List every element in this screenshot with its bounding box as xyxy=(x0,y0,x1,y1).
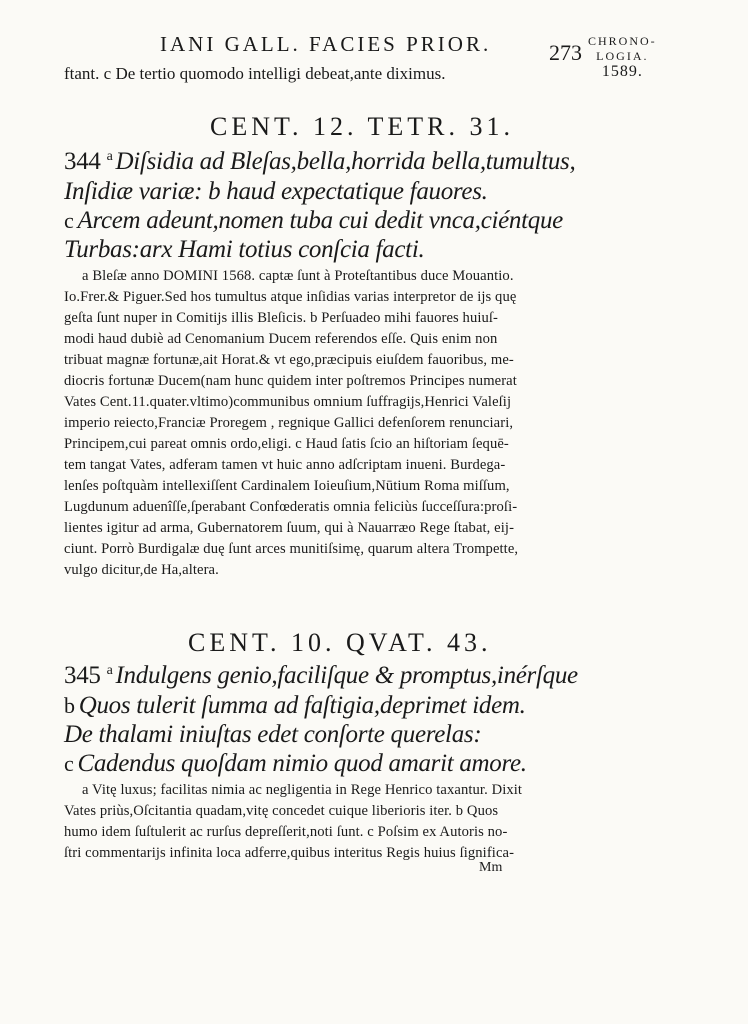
commentary-line: ciunt. Porrò Burdigalæ duę ſunt arces munitiſsimę, quarum altera Trompette, xyxy=(64,541,519,557)
commentary-line: Lugdunum aduenîſſe,ſperabant Confœderatis omnia feliciùs ſucceſſura:proſi- xyxy=(64,499,518,515)
note-mark: b xyxy=(64,693,75,718)
margin-note xyxy=(588,34,657,79)
margin-note-line: LOGIA. xyxy=(596,49,649,63)
commentary-line: diocris fortunæ Ducem(nam hunc quidem inter poſtremos Principes numerat xyxy=(64,373,517,389)
commentary-line: imperio reiecto,Franciæ Proregem , regnique Gallici defenſorem renunciari, xyxy=(64,415,514,431)
verse-text: Indulgens genio,faciliſque & promptus,inérſque xyxy=(115,662,578,689)
commentary-line: geſta ſunt nuper in Comitijs illis Bleſicis. b Perſuadeo mihi fauores huiuſ- xyxy=(64,310,499,326)
verse-text: Quos tulerit ſumma ad faſtigia,deprimet idem. xyxy=(78,692,526,719)
verse-line xyxy=(64,750,527,778)
section-heading: CENT. 12. TETR. 31. xyxy=(210,112,514,141)
verse-number: 345 xyxy=(64,662,101,689)
commentary-line: Principem,cui pareat omnis ordo,eligi. c Haud ſatis ſcio an hiſtoriam ſequē- xyxy=(64,436,509,452)
verse-line xyxy=(64,236,424,264)
commentary-line: Vates Cent.11.quater.vltimo)communibus omnium ſuffragijs,Henrici Valeſij xyxy=(64,394,512,410)
note-mark: c xyxy=(64,751,74,776)
verse-line xyxy=(64,721,481,749)
verse-text: De thalami iniuſtas edet conſorte querelas: xyxy=(64,721,482,748)
margin-note-year: 1589. xyxy=(601,63,643,80)
page-number: 273 xyxy=(549,40,582,65)
note-mark: a xyxy=(106,662,113,678)
verse-text: Cadendus quoſdam nimio quod amarit amore. xyxy=(77,750,527,777)
commentary-line: tribuat magnæ fortunæ,ait Horat.& vt ego,præcipuis eiuſdem fauoribus, me- xyxy=(64,352,514,368)
commentary-line: lientes igitur ad arma, Gubernatorem ſuum, qui à Nauarræo Rege ſtabat, eij- xyxy=(64,520,515,536)
verse-line xyxy=(64,148,575,176)
signature-mark: Mm xyxy=(479,860,503,875)
verse-text: Arcem adeunt,nomen tuba cui dedit vnca,ciéntque xyxy=(77,207,563,234)
verse-line xyxy=(64,178,488,206)
continuation-line: ftant. c De tertio quomodo intelligi debeat,ante diximus. xyxy=(64,64,446,83)
commentary-line: Vates priùs,Oſcitantia quadam,vitę concedet cuique liberioris iter. b Quos xyxy=(64,803,499,819)
verse-line xyxy=(64,207,563,235)
verse-text: Inſidiæ variæ: b haud expectatique fauores. xyxy=(64,178,488,205)
commentary-line: a Vitę luxus; facilitas nimia ac negligentia in Rege Henrico taxantur. Dixit xyxy=(82,782,523,798)
verse-line xyxy=(64,692,526,720)
commentary-line: a Bleſæ anno DOMINI 1568. captæ ſunt à Proteſtantibus duce Mouantio. xyxy=(82,268,514,284)
verse-text: Turbas:arx Hami totius conſcia facti. xyxy=(64,236,425,263)
commentary-line: vulgo dicitur,de Ha,altera. xyxy=(64,562,219,578)
section-heading: CENT. 10. QVAT. 43. xyxy=(188,628,492,657)
margin-note-line: CHRONO- xyxy=(588,34,657,48)
note-mark: a xyxy=(106,148,113,164)
commentary-line: humo idem ſuſtulerit ac rurſus depreſſerit,noti ſunt. c Poſsim ex Autoris no- xyxy=(64,824,508,840)
verse-number: 344 xyxy=(64,148,101,175)
verse-text: Diſsidia ad Bleſas,bella,horrida bella,tumultus, xyxy=(115,148,576,175)
running-title: IANI GALL. FACIES PRIOR. xyxy=(160,32,492,56)
commentary-line: Io.Frer.& Piguer.Sed hos tumultus atque inſidias varias interpretor de ijs quę xyxy=(64,289,517,305)
commentary-line: tem tangat Vates, adferam tamen vt huic anno adſcriptam inueni. Burdega- xyxy=(64,457,506,473)
commentary-line: ſtri commentarijs infinita loca adferre,quibus interitus Regis huius ſignifica- xyxy=(64,845,515,861)
note-mark: c xyxy=(64,208,74,233)
verse-line xyxy=(64,662,578,690)
commentary-line: lenſes poſtquàm intellexiſſent Cardinalem Ioieuſium,Nūtium Roma miſſum, xyxy=(64,478,510,494)
commentary-line: modi haud dubiè ad Cenomanium Ducem referendos eſſe. Quis enim non xyxy=(64,331,498,347)
